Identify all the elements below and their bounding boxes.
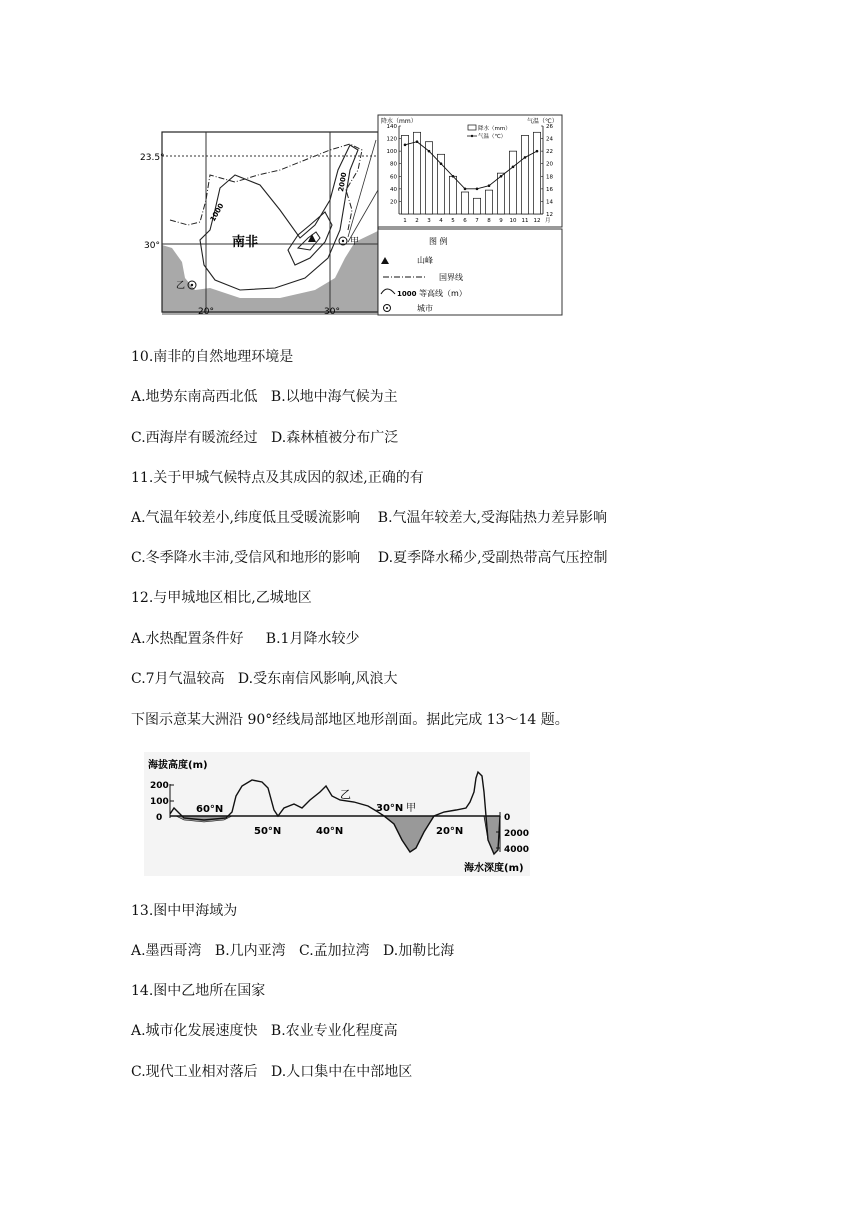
- temperature-point-4: [440, 162, 443, 165]
- right-axis-label: 气温（℃）: [527, 118, 558, 125]
- temperature-point-12: [536, 150, 539, 153]
- q13-stem: 13.图中甲海域为: [131, 903, 238, 919]
- terrain-profile: [144, 752, 530, 876]
- temperature-point-5: [452, 175, 455, 178]
- map-legend: [377, 228, 563, 316]
- precip-bar-12: [533, 132, 540, 214]
- month-tick-label: 8: [487, 218, 491, 224]
- legend-item-border: 国界线: [439, 273, 463, 282]
- label-jia: 甲: [406, 803, 416, 814]
- month-tick-label: 4: [439, 218, 443, 224]
- month-tick-label: 6: [463, 218, 467, 224]
- right-tick-label: 26: [546, 124, 553, 130]
- month-tick-label: 9: [499, 218, 503, 224]
- depth-tick-2000: 2000: [504, 829, 530, 839]
- legend-item-city: 城市: [417, 304, 433, 313]
- precip-bar-11: [521, 135, 528, 214]
- q14-options-ab: A.城市化发展速度快 B.农业专业化程度高: [131, 1023, 398, 1039]
- q12-stem: 12.与甲城地区相比,乙城地区: [131, 590, 312, 606]
- legend-precip: 降水（mm）: [478, 126, 511, 132]
- depth-axis-label: 海水深度(m): [464, 863, 524, 874]
- left-tick-label: 80: [390, 161, 397, 168]
- month-tick-label: 12: [533, 218, 541, 224]
- temperature-point-3: [428, 150, 431, 153]
- legend-contour-value: 1000: [397, 290, 417, 298]
- q11-stem: 11.关于甲城气候特点及其成因的叙述,正确的有: [131, 470, 424, 486]
- city-yi-label: 乙: [176, 281, 186, 291]
- lat-30-label: 30°: [144, 241, 160, 251]
- right-tick-label: 22: [546, 149, 553, 156]
- right-tick-label: 12: [546, 212, 553, 218]
- month-tick-label: 3: [427, 218, 431, 224]
- month-tick-label: 2: [415, 218, 419, 224]
- label-yi: 乙: [340, 788, 351, 801]
- temperature-point-6: [464, 188, 467, 191]
- q10-options-ab: A.地势东南高西北低 B.以地中海气候为主: [131, 389, 398, 405]
- lat-60n-label: 60°N: [196, 804, 224, 815]
- left-axis-label: 降水（mm）: [381, 118, 417, 125]
- month-tick-label: 5: [451, 218, 455, 224]
- legend-item-peak: 山峰: [417, 256, 433, 265]
- month-tick-label: 7: [475, 218, 479, 224]
- q12-options-cd: C.7月气温较高 D.受东南信风影响,风浪大: [131, 671, 398, 687]
- month-tick-label: 1: [403, 218, 407, 224]
- legend-temp: 气温（℃）: [478, 134, 507, 140]
- q13-options: A.墨西哥湾 B.几内亚湾 C.孟加拉湾 D.加勒比海: [131, 943, 455, 959]
- temperature-point-1: [404, 144, 407, 147]
- temperature-point-7: [476, 188, 479, 191]
- climate-chart: [377, 114, 563, 228]
- month-tick-label: 11: [521, 218, 529, 224]
- lat-23-5-label: 23.5°: [140, 153, 165, 163]
- left-tick-label: 20: [390, 199, 397, 206]
- alt-tick-100: 100: [150, 797, 169, 807]
- q10-stem: 10.南非的自然地理环境是: [131, 349, 294, 365]
- q14-options-cd: C.现代工业相对落后 D.人口集中在中部地区: [131, 1064, 413, 1080]
- altitude-axis-label: 海拔高度(m): [148, 760, 208, 771]
- right-tick-label: 24: [546, 136, 553, 143]
- ocean-area: [162, 230, 380, 315]
- precip-bar-5: [449, 176, 456, 214]
- temperature-point-10: [512, 166, 515, 169]
- left-tick-label: 100: [386, 149, 397, 156]
- alt-tick-200: 200: [150, 781, 169, 791]
- right-tick-label: 14: [546, 199, 553, 206]
- precip-bar-3: [425, 142, 432, 214]
- lon-20-label: 20°: [198, 307, 214, 315]
- q14-stem: 14.图中乙地所在国家: [131, 983, 266, 999]
- contour-1000: [200, 145, 358, 290]
- alt-tick-0: 0: [156, 813, 163, 823]
- lat-40n-label: 40°N: [316, 826, 344, 837]
- precip-bar-2: [413, 132, 420, 214]
- q12-options-ab: A.水热配置条件好 B.1月降水较少: [131, 631, 360, 647]
- precip-bar-9: [497, 173, 504, 214]
- lat-20n-label: 20°N: [436, 826, 464, 837]
- temperature-point-2: [416, 140, 419, 143]
- month-unit: 月: [545, 218, 551, 224]
- precip-bar-10: [509, 151, 516, 214]
- temperature-point-8: [488, 184, 491, 187]
- legend-title: 图 例: [429, 237, 448, 246]
- depth-tick-4000: 4000: [504, 845, 530, 855]
- left-tick-label: 140: [386, 124, 397, 130]
- legend-item-contour: 等高线（m）: [419, 289, 467, 298]
- precip-bar-6: [461, 192, 468, 214]
- left-tick-label: 60: [390, 174, 397, 181]
- month-tick-label: 10: [509, 218, 517, 224]
- q11-options-cd: C.冬季降水丰沛,受信风和地形的影响 D.夏季降水稀少,受副热带高气压控制: [131, 550, 608, 566]
- right-tick-label: 18: [546, 174, 553, 181]
- q11-options-ab: A.气温年较差小,纬度低且受暖流影响 B.气温年较差大,受海陆热力差异影响: [131, 510, 607, 526]
- peak-icon: [308, 234, 316, 242]
- left-tick-label: 40: [390, 186, 397, 193]
- lat-50n-label: 50°N: [254, 826, 282, 837]
- profile-intro: 下图示意某大洲沿 90°经线局部地区地形剖面。据此完成 13～14 题。: [131, 712, 569, 728]
- lat-30n-label: 30°N: [376, 803, 404, 814]
- city-jia-label: 甲: [350, 237, 360, 247]
- right-tick-label: 20: [546, 161, 553, 168]
- left-tick-label: 120: [386, 136, 397, 143]
- q10-options-cd: C.西海岸有暖流经过 D.森林植被分布广泛: [131, 430, 399, 446]
- country-label: 南非: [232, 235, 259, 250]
- precip-bar-1: [401, 135, 408, 214]
- contour-1000-label: 1000: [208, 202, 226, 223]
- temperature-point-9: [500, 175, 503, 178]
- south-africa-map: [140, 130, 380, 315]
- contour-2000-label: 2000: [337, 171, 349, 193]
- right-tick-label: 16: [546, 186, 553, 193]
- lon-30-label: 30°: [324, 307, 340, 315]
- temperature-point-11: [524, 156, 527, 159]
- precip-bar-7: [473, 198, 480, 214]
- depth-tick-0: 0: [504, 813, 511, 823]
- precip-bar-8: [485, 190, 492, 214]
